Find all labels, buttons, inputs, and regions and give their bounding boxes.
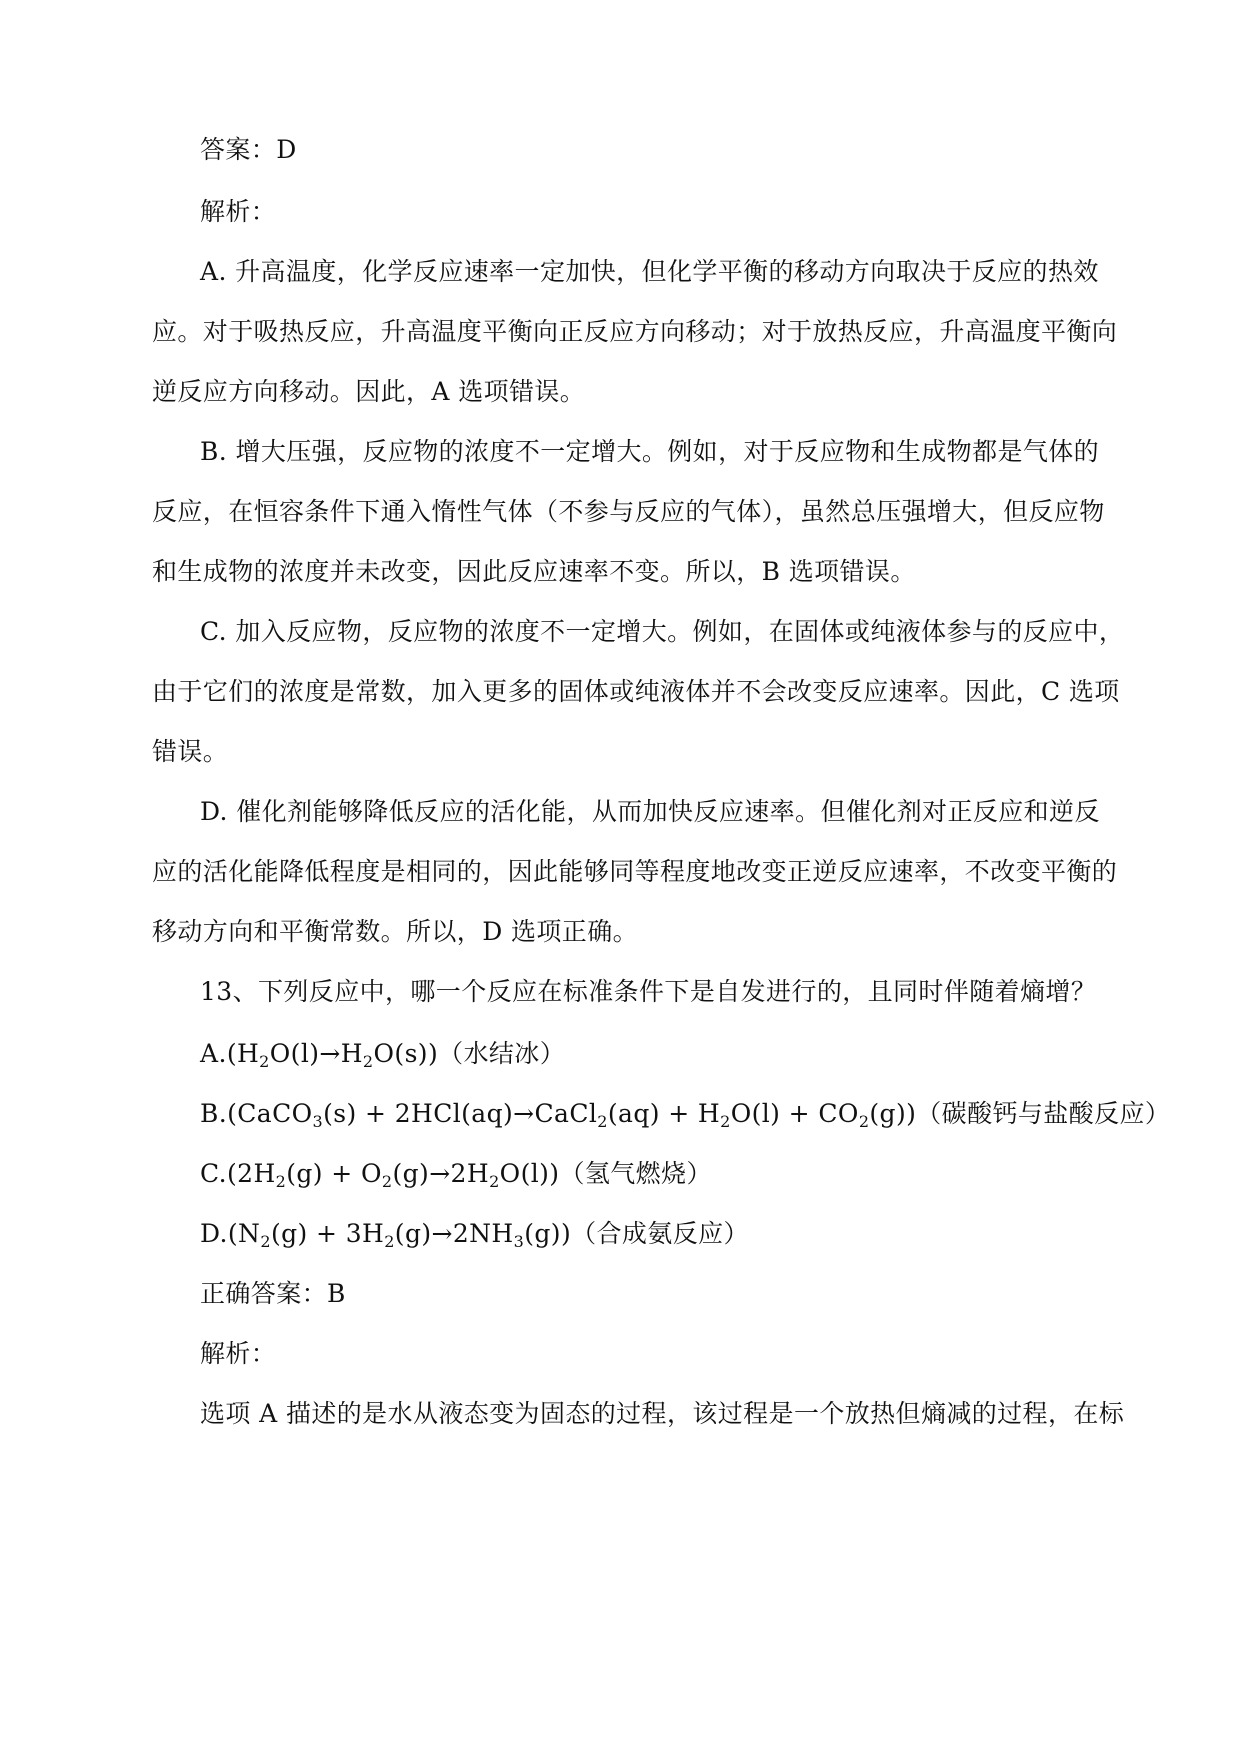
option-a-prefix: A. — [200, 1039, 227, 1068]
para-a-line-3: 逆反应方向移动。因此，A 选项错误。 — [152, 377, 586, 406]
analysis-label: 解析： — [200, 197, 277, 226]
option-c-note: （氢气燃烧） — [559, 1159, 712, 1188]
para-b-line-1: B. 增大压强，反应物的浓度不一定增大。例如，对于反应物和生成物都是气体的 — [200, 437, 1100, 466]
option-a-note: （水结冰） — [438, 1039, 566, 1068]
answer-13: 正确答案：B — [200, 1279, 346, 1308]
para-d-line-2: 应的活化能降低程度是相同的，因此能够同等程度地改变正逆反应速率，不改变平衡的 — [152, 857, 1118, 886]
para-b-line-3: 和生成物的浓度并未改变，因此反应速率不变。所以，B 选项错误。 — [152, 557, 916, 586]
option-b-formula: (CaCO$_3$(s) + 2HCl(aq)→CaCl$_2$(aq) + $H_2O(l) + CO_2(g)$) — [227, 1099, 917, 1131]
option-d — [200, 1217, 1140, 1251]
para-d-line-1: D. 催化剂能够降低反应的活化能，从而加快反应速率。但催化剂对正反应和逆反 — [200, 797, 1100, 826]
option-a-formula: $(H_2O(l)\to H_2O(s))$ — [226, 1039, 439, 1071]
option-c-formula: $(2H_2(g) + O_2(g)\to 2H_2O(l))$ — [226, 1159, 560, 1191]
option-d-formula: $(N_2(g) + 3H_2(g)\to 2NH_3(g))$ — [227, 1219, 572, 1251]
para-a-line-2: 应。对于吸热反应，升高温度平衡向正反应方向移动；对于放热反应，升高温度平衡向 — [152, 317, 1118, 346]
option-c — [200, 1157, 1140, 1191]
analysis-label-2: 解析： — [200, 1339, 277, 1368]
option-a — [200, 1037, 1140, 1071]
answer-12: 答案：D — [200, 135, 297, 164]
option-d-prefix: D. — [200, 1219, 228, 1248]
option-d-note: （合成氨反应） — [571, 1219, 749, 1248]
para-d-line-3: 移动方向和平衡常数。所以，D 选项正确。 — [152, 917, 638, 946]
option-b-prefix: B. — [200, 1099, 228, 1128]
para-c-line-3: 错误。 — [152, 737, 229, 766]
para-c-line-1: C. 加入反应物，反应物的浓度不一定增大。例如，在固体或纯液体参与的反应中， — [200, 617, 1125, 646]
option-b-note: （碳酸钙与盐酸反应） — [916, 1099, 1171, 1128]
para-c-line-2: 由于它们的浓度是常数，加入更多的固体或纯液体并不会改变反应速率。因此，C 选项 — [152, 677, 1120, 706]
option-b — [200, 1097, 1171, 1131]
analysis-13-line-1: 选项 A 描述的是水从液态变为固态的过程，该过程是一个放热但熵减的过程，在标 — [200, 1399, 1125, 1428]
question-13: 13、下列反应中，哪一个反应在标准条件下是自发进行的，且同时伴随着熵增？ — [200, 977, 1097, 1006]
para-b-line-2: 反应，在恒容条件下通入惰性气体（不参与反应的气体），虽然总压强增大，但反应物 — [152, 497, 1105, 526]
para-a-line-1: A. 升高温度，化学反应速率一定加快，但化学平衡的移动方向取决于反应的热效 — [200, 257, 1099, 286]
option-c-prefix: C. — [200, 1159, 227, 1188]
